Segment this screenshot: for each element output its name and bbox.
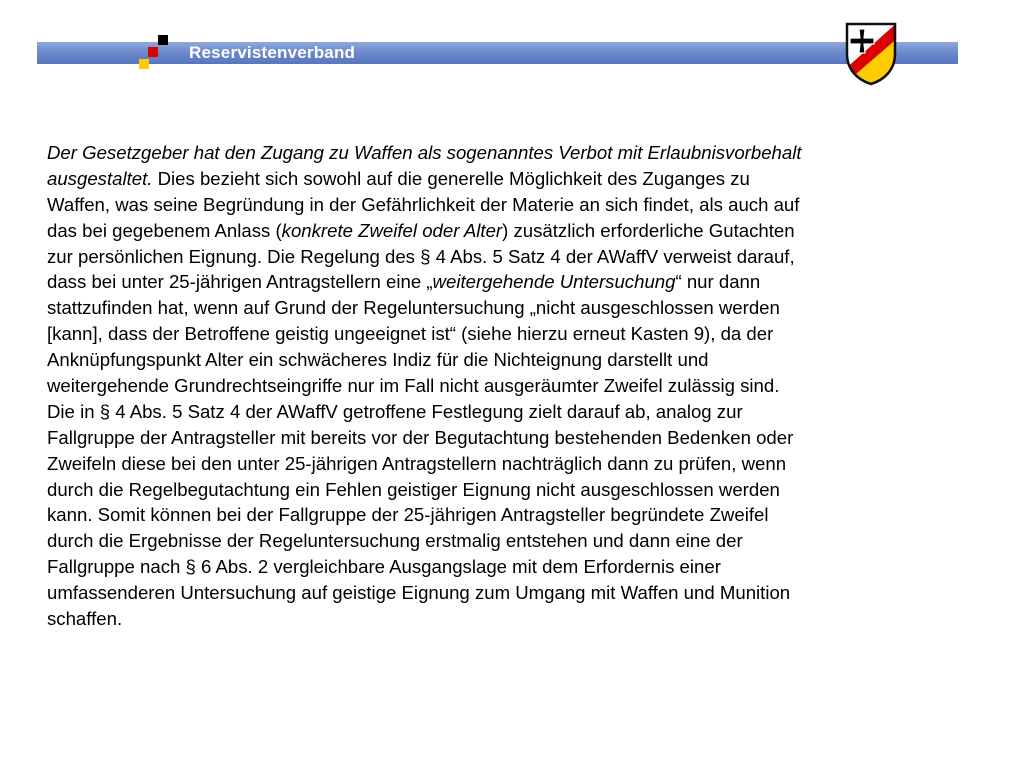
text-line xyxy=(47,554,982,580)
text-line xyxy=(47,295,982,321)
text-segment: dass bei unter 25-jährigen Antragstellern eine „ xyxy=(47,271,433,293)
body-text xyxy=(47,140,982,632)
text-segment: Die in § 4 Abs. 5 Satz 4 der AWaffV getroffene Festlegung zielt darauf ab, analog zur xyxy=(47,400,743,422)
text-line xyxy=(47,425,982,451)
text-line xyxy=(47,502,982,528)
text-line xyxy=(47,166,982,192)
text-segment: Zweifeln diese bei den unter 25-jährigen Antragstellern nachträglich dann zu prüfen, wenn xyxy=(47,452,787,474)
text-line xyxy=(47,451,982,477)
text-segment: weitergehende Grundrechtseingriffe nur im Fall nicht ausgeräumter Zweifel zulässig sind. xyxy=(47,375,780,397)
text-line xyxy=(47,528,982,554)
text-line xyxy=(47,580,982,606)
italic-text-segment: Der Gesetzgeber hat den Zugang zu Waffen als sogenanntes Verbot mit Erlaubnisvorbehalt xyxy=(47,142,802,163)
text-line xyxy=(47,321,982,347)
text-line xyxy=(47,192,982,218)
text-segment: [kann], dass der Betroffene geistig ungeeignet ist“ (siehe hierzu erneut Kasten 9), da der xyxy=(47,323,774,345)
text-segment: Dies bezieht sich sowohl auf die generelle Möglichkeit des Zuganges zu xyxy=(152,167,750,189)
text-line xyxy=(47,373,982,399)
text-line xyxy=(47,399,982,425)
text-line xyxy=(47,477,982,503)
text-segment: umfassenderen Untersuchung auf geistige Eignung zum Umgang mit Waffen und Munition xyxy=(47,582,791,604)
italic-text-segment: ausgestaltet. xyxy=(47,167,153,189)
text-segment: zur persönlichen Eignung. Die Regelung des § 4 Abs. 5 Satz 4 der AWaffV verweist darauf, xyxy=(47,245,795,267)
text-segment: das bei gegebenem Anlass ( xyxy=(47,219,282,241)
header-title: Reservistenverband xyxy=(189,43,356,62)
text-line xyxy=(47,218,982,244)
text-segment: ) zusätzlich erforderliche Gutachten xyxy=(502,219,795,241)
flag-squares-icon xyxy=(138,33,178,73)
text-line xyxy=(47,606,982,632)
text-line xyxy=(47,140,982,166)
text-segment: durch die Regelbegutachtung ein Fehlen geistiger Eignung nicht ausgeschlossen werden xyxy=(47,478,780,500)
text-segment: Anknüpfungspunkt Alter ein schwächeres Indiz für die Nichteignung darstellt und xyxy=(47,349,709,371)
iron-cross-shield-icon xyxy=(842,20,900,86)
text-segment: Fallgruppe der Antragsteller mit bereits vor der Begutachtung bestehenden Bedenken oder xyxy=(47,426,794,448)
text-segment: Fallgruppe nach § 6 Abs. 2 vergleichbare Ausgangslage mit dem Erfordernis einer xyxy=(47,556,721,578)
italic-text-segment: konkrete Zweifel oder Alter xyxy=(281,219,503,241)
text-segment: durch die Ergebnisse der Regeluntersuchung erstmalig entstehen und dann eine der xyxy=(47,530,743,552)
text-segment: “ nur dann xyxy=(675,271,761,293)
text-segment: stattzufinden hat, wenn auf Grund der Regeluntersuchung „nicht ausgeschlossen werden xyxy=(47,297,780,319)
text-segment: schaffen. xyxy=(47,608,123,630)
text-line xyxy=(47,269,982,295)
italic-text-segment: weitergehende Untersuchung xyxy=(432,271,676,293)
text-segment: kann. Somit können bei der Fallgruppe der 25-jährigen Antragsteller begründete Zweifel xyxy=(47,504,769,526)
text-line xyxy=(47,347,982,373)
text-segment: Waffen, was seine Begründung in der Gefährlichkeit der Materie an sich findet, als auch auf xyxy=(47,193,800,215)
text-line xyxy=(47,244,982,270)
